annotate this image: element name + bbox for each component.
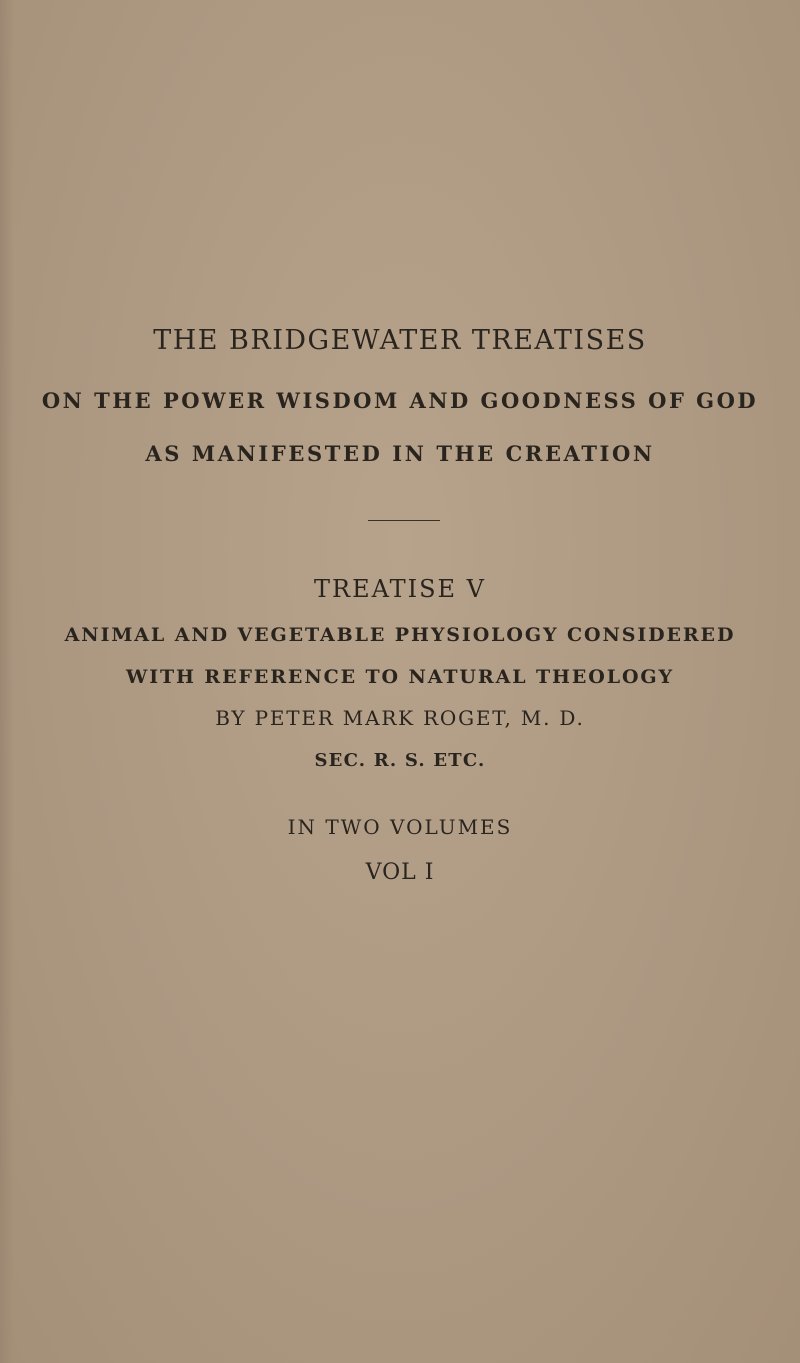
- volume-number: VOL I: [365, 860, 435, 885]
- work-title-line-2: WITH REFERENCE TO NATURAL THEOLOGY: [125, 666, 675, 688]
- divider-rule: [368, 520, 440, 521]
- subtitle-line-2: AS MANIFESTED IN THE CREATION: [145, 441, 655, 466]
- author-line: BY PETER MARK ROGET, M. D.: [215, 706, 585, 730]
- volumes-note: IN TWO VOLUMES: [287, 815, 513, 839]
- series-title: THE BRIDGEWATER TREATISES: [153, 325, 647, 356]
- subtitle-line-1: ON THE POWER WISDOM AND GOODNESS OF GOD: [41, 388, 759, 413]
- treatise-number: TREATISE V: [313, 575, 487, 603]
- author-credentials: SEC. R. S. ETC.: [314, 750, 486, 771]
- work-title-line-1: ANIMAL AND VEGETABLE PHYSIOLOGY CONSIDERED: [64, 624, 736, 646]
